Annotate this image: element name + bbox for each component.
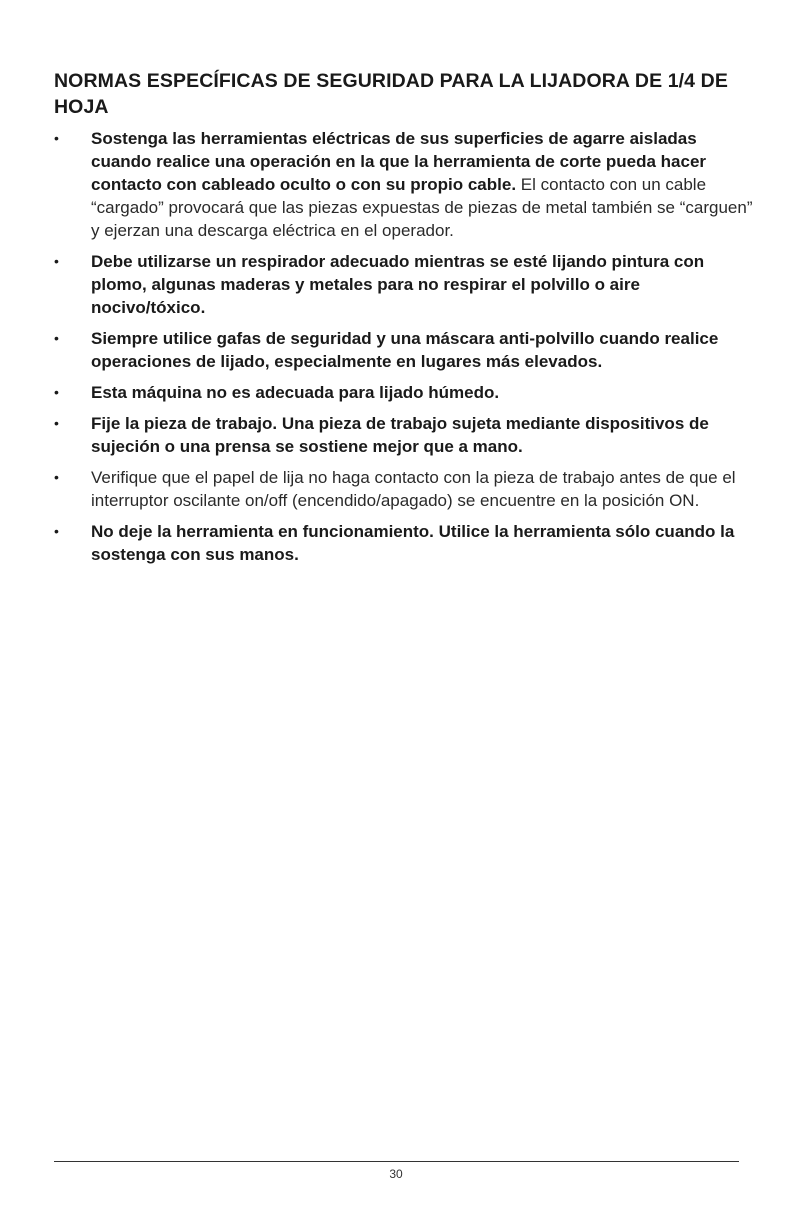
list-item bbox=[54, 127, 754, 242]
safety-rules-list bbox=[54, 127, 754, 574]
bullet-icon: • bbox=[54, 253, 59, 269]
list-item bbox=[54, 250, 754, 319]
rule-bold-text: Debe utilizarse un respirador adecuado mientras se esté lijando pintura con plomo, algunas maderas y metales para no respirar el polvillo o aire nocivo/tóxico. bbox=[91, 252, 705, 317]
list-item bbox=[54, 466, 754, 512]
rule-bold-text: Fije la pieza de trabajo. Una pieza de trabajo sujeta mediante dispositivos de sujeción o una prensa se sostiene mejor que a mano. bbox=[91, 414, 709, 456]
rule-normal-text: Verifique que el papel de lija no haga contacto con la pieza de trabajo antes de que el interruptor oscilante on/off (encendido/apagado) se encuentre en la posición ON. bbox=[91, 468, 736, 510]
bullet-icon: • bbox=[54, 523, 59, 539]
page-number: 30 bbox=[389, 1167, 403, 1181]
rule-bold-text: Siempre utilice gafas de seguridad y una máscara anti-polvillo cuando realice operaciones de lijado, especialmente en lugares más elevados. bbox=[91, 329, 719, 371]
bullet-icon: • bbox=[54, 330, 59, 346]
page-title: NORMAS ESPECÍFICAS DE SEGURIDAD PARA LA LIJADORA DE 1/4 DE HOJA bbox=[54, 70, 728, 118]
bullet-icon: • bbox=[54, 130, 59, 146]
bullet-icon: • bbox=[54, 469, 59, 485]
bullet-icon: • bbox=[54, 415, 59, 431]
rule-bold-text: No deje la herramienta en funcionamiento. Utilice la herramienta sólo cuando la sostenga con sus manos. bbox=[91, 522, 735, 564]
bullet-icon: • bbox=[54, 384, 59, 400]
list-item bbox=[54, 327, 754, 373]
rule-normal-text: El contacto con un cable “cargado” provocará que las piezas expuestas de piezas de metal también se “carguen” y ejerzan una descarga eléctrica en el operador. bbox=[91, 175, 753, 240]
footer-divider bbox=[54, 1161, 739, 1162]
rule-bold-text: Sostenga las herramientas eléctricas de sus superficies de agarre aisladas cuando realice una operación en la que la herramienta de corte pueda hacer contacto con cableado oculto o con su propio cable. bbox=[91, 129, 707, 194]
rule-bold-text: Esta máquina no es adecuada para lijado húmedo. bbox=[91, 383, 500, 402]
list-item bbox=[54, 520, 754, 566]
list-item bbox=[54, 381, 754, 404]
list-item bbox=[54, 412, 754, 458]
